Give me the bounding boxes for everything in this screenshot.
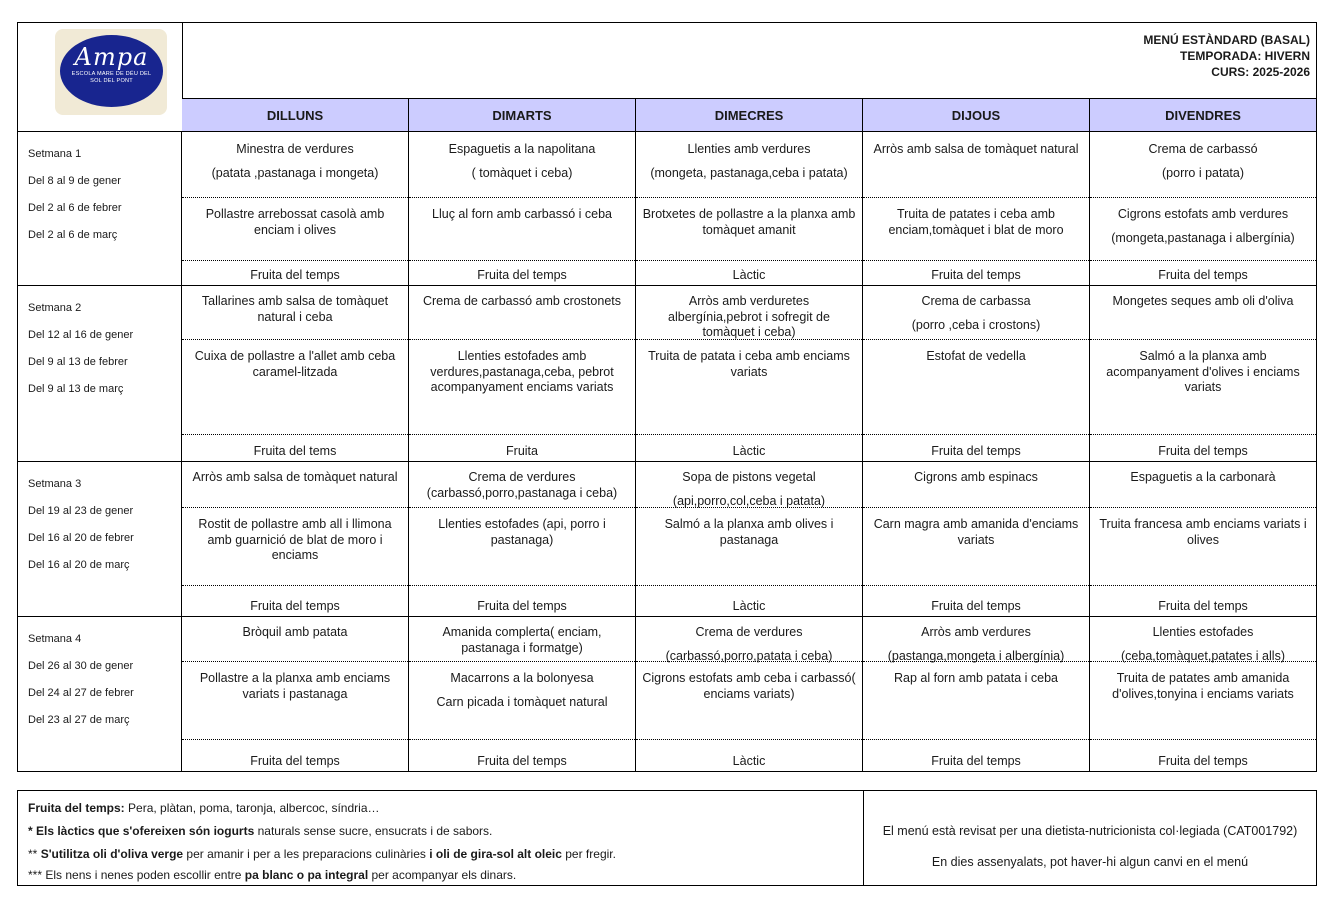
menu-cell-thursday (863, 462, 1090, 616)
row-divider (1090, 434, 1316, 435)
menu-cell-wednesday (636, 617, 863, 771)
row-divider (1090, 260, 1316, 261)
menu-cell-friday (1090, 132, 1316, 285)
second-course (409, 671, 635, 710)
second-course-name: Pollastre a la planxa amb enciams variats i pastanaga (199, 671, 391, 701)
menu-cell-wednesday (636, 132, 863, 285)
note-oil-bold-2: i oli de gira-sol alt oleic (429, 847, 562, 861)
first-course (863, 625, 1089, 664)
row-divider (863, 585, 1089, 586)
first-course (409, 142, 635, 181)
week-3 (18, 461, 1316, 616)
dessert: Fruita del temps (1158, 268, 1248, 282)
week-date-range: Del 8 al 9 de gener (28, 175, 121, 187)
second-course-name: Llenties estofades (api, porro i pastanaga) (438, 517, 606, 547)
first-course (1090, 625, 1316, 664)
note-oil-prefix: ** (28, 847, 41, 861)
menu-title (1143, 32, 1310, 80)
menu-cell-tuesday (409, 617, 636, 771)
second-course (182, 349, 408, 380)
menu-cell-friday (1090, 617, 1316, 771)
row-divider (182, 197, 408, 198)
week-date-range: Del 16 al 20 de març (28, 559, 130, 571)
dietitian-note: El menú està revisat per una dietista-nutricionista col·legiada (CAT001792) (882, 824, 1298, 838)
dessert: Fruita del temps (931, 754, 1021, 768)
first-course-detail: (porro i patata) (1162, 165, 1244, 180)
changes-note: En dies assenyalats, pot haver-hi algun canvi en el menú (931, 855, 1249, 869)
second-course (409, 349, 635, 396)
second-course-name: Cigrons estofats amb verdures (1117, 207, 1289, 221)
second-course (863, 207, 1089, 238)
menu-cell-monday (182, 132, 409, 285)
second-course-name: Truita francesa amb enciams variats i olives (1099, 517, 1307, 547)
row-divider (409, 434, 635, 435)
second-course-name: Macarrons a la bolonyesa (450, 671, 594, 685)
first-course-name: Llenties estofades (1152, 625, 1254, 639)
row-divider (863, 661, 1089, 662)
first-course-detail: (mongeta, pastanaga,ceba i patata) (650, 165, 848, 180)
menu-cell-wednesday (636, 462, 863, 616)
dessert: Fruita del temps (477, 754, 567, 768)
week-label (18, 617, 182, 771)
first-course-name: Bròquil amb patata (242, 625, 348, 639)
first-course (863, 470, 1089, 486)
second-course (636, 207, 862, 238)
day-header-friday: DIVENDRES (1090, 99, 1316, 131)
row-divider (636, 339, 862, 340)
dessert: Fruita del temps (250, 754, 340, 768)
note-fruit-label: Fruita del temps: (28, 801, 125, 815)
week-date-range: Del 9 al 13 de febrer (28, 356, 128, 368)
first-course (636, 470, 862, 509)
first-course-name: Crema de carbassó (1148, 142, 1258, 156)
dessert: Fruita del temps (250, 268, 340, 282)
first-course-name: Sopa de pistons vegetal (682, 470, 816, 484)
week-label (18, 132, 182, 285)
week-name: Setmana 1 (28, 148, 82, 160)
week-date-range: Del 2 al 6 de març (28, 229, 118, 241)
first-course (1090, 470, 1316, 486)
second-course-detail: (mongeta,pastanaga i albergínia) (1111, 230, 1295, 245)
menu-cell-friday (1090, 286, 1316, 461)
first-course (182, 470, 408, 486)
second-course-name: Brotxetes de pollastre a la planxa amb tomàquet amanit (642, 207, 856, 237)
week-date-range: Del 24 al 27 de febrer (28, 687, 134, 699)
row-divider (863, 507, 1089, 508)
first-course-name: Minestra de verdures (236, 142, 354, 156)
dessert: Làctic (732, 444, 766, 458)
second-course-name: Rostit de pollastre amb all i llimona amb guarnició de blat de moro i enciams (198, 517, 392, 562)
dessert: Fruita del temps (1158, 754, 1248, 768)
day-header-monday: DILLUNS (182, 99, 409, 131)
second-course (1090, 207, 1316, 246)
note-oil-end: per fregir. (561, 847, 616, 861)
second-course-name: Salmó a la planxa amb acompanyament d'olives i enciams variats (1106, 349, 1300, 394)
second-course (409, 207, 635, 223)
logo-word: Ampa (74, 43, 149, 71)
note-dairy-text: naturals sense sucre, ensucrats i de sabors. (254, 824, 493, 838)
row-divider (409, 507, 635, 508)
dessert: Fruita del temps (250, 599, 340, 613)
menu-table (17, 22, 1317, 772)
logo (55, 29, 167, 115)
menu-cell-wednesday (636, 286, 863, 461)
week-name: Setmana 4 (28, 633, 82, 645)
dessert: Fruita del temps (1158, 444, 1248, 458)
row-divider (409, 260, 635, 261)
first-course-name: Crema de verdures (695, 625, 803, 639)
dessert: Làctic (732, 754, 766, 768)
week-date-range: Del 26 al 30 de gener (28, 660, 134, 672)
footer-notes (17, 790, 1317, 886)
row-divider (863, 260, 1089, 261)
note-dairy (28, 824, 492, 838)
note-fruit (28, 801, 380, 815)
first-course-detail: (api,porro,col,ceba i patata) (672, 493, 826, 508)
row-divider (1090, 585, 1316, 586)
row-divider (182, 339, 408, 340)
row-divider (636, 197, 862, 198)
second-course-name: Estofat de vedella (926, 349, 1026, 363)
note-bread-bold: pa blanc o pa integral (244, 868, 369, 882)
row-divider (182, 434, 408, 435)
first-course-name: Crema de carbassó amb crostonets (422, 294, 621, 308)
menu-cell-monday (182, 286, 409, 461)
second-course-name: Truita de patata i ceba amb enciams variats (648, 349, 850, 379)
footer-right (864, 791, 1316, 885)
row-divider (409, 739, 635, 740)
second-course (182, 207, 408, 238)
dessert: Fruita del temps (1158, 599, 1248, 613)
first-course-name: Arròs amb verdures (921, 625, 1031, 639)
first-course (182, 294, 408, 325)
logo-school-line-1: ESCOLA MARE DE DÉU DEL (71, 71, 152, 77)
title-menu-type: MENÚ ESTÀNDARD (BASAL) (1143, 33, 1310, 47)
row-divider (182, 739, 408, 740)
first-course (636, 294, 862, 341)
first-course (409, 294, 635, 310)
first-course (636, 625, 862, 664)
note-oil-bold-1: S'utilitza oli d'oliva verge (40, 847, 184, 861)
menu-cell-friday (1090, 462, 1316, 616)
first-course-name: Cigrons amb espinacs (914, 470, 1038, 484)
footer-left (18, 791, 864, 885)
first-course (863, 142, 1089, 158)
first-course-detail: (carbassó,porro,patata i ceba) (665, 648, 833, 663)
second-course (863, 671, 1089, 687)
row-divider (409, 585, 635, 586)
first-course (1090, 294, 1316, 310)
first-course-name: Crema de carbassa (921, 294, 1031, 308)
menu-cell-thursday (863, 286, 1090, 461)
first-course-detail: (ceba,tomàquet,patates i alls) (1121, 648, 1285, 663)
row-divider (863, 197, 1089, 198)
second-course-name: Rap al forn amb patata i ceba (894, 671, 1058, 685)
first-course-name: Espaguetis a la napolitana (448, 142, 596, 156)
week-date-range: Del 23 al 27 de març (28, 714, 130, 726)
logo-oval (60, 35, 163, 107)
row-divider (636, 661, 862, 662)
dessert: Làctic (732, 268, 766, 282)
first-course (409, 625, 635, 656)
second-course-name: Cigrons estofats amb ceba i carbassó( enciams variats) (642, 671, 856, 701)
second-course (863, 517, 1089, 548)
week-4 (18, 616, 1316, 771)
dessert: Fruita (506, 444, 538, 458)
row-divider (1090, 661, 1316, 662)
first-course-name: Amanida complerta( enciam, pastanaga i formatge) (442, 625, 602, 655)
title-season: TEMPORADA: HIVERN (1179, 49, 1310, 63)
week-name: Setmana 3 (28, 478, 82, 490)
second-course-name: Lluç al forn amb carbassó i ceba (432, 207, 612, 221)
second-course (636, 517, 862, 548)
week-date-range: Del 2 al 6 de febrer (28, 202, 122, 214)
menu-cell-thursday (863, 132, 1090, 285)
row-divider (1090, 507, 1316, 508)
week-date-range: Del 9 al 13 de març (28, 383, 124, 395)
second-course (636, 671, 862, 702)
first-course (182, 625, 408, 641)
row-divider (863, 434, 1089, 435)
day-header-wednesday: DIMECRES (636, 99, 863, 131)
second-course (409, 517, 635, 548)
note-fruit-text: Pera, plàtan, poma, taronja, albercoc, síndria… (124, 801, 380, 815)
first-course-name: Arròs amb salsa de tomàquet natural (192, 470, 398, 484)
second-course (1090, 517, 1316, 548)
logo-cell (18, 23, 183, 131)
row-divider (1090, 739, 1316, 740)
dessert: Fruita del temps (477, 268, 567, 282)
row-divider (182, 260, 408, 261)
second-course-name: Truita de patates i ceba amb enciam,tomàquet i blat de moro (888, 207, 1064, 237)
week-date-range: Del 12 al 16 de gener (28, 329, 134, 341)
first-course (1090, 142, 1316, 181)
row-divider (636, 739, 862, 740)
dessert: Fruita del temps (931, 444, 1021, 458)
second-course-name: Carn magra amb amanida d'enciams variats (873, 517, 1079, 547)
first-course-detail: (patata ,pastanaga i mongeta) (211, 165, 379, 180)
second-course-detail: Carn picada i tomàquet natural (436, 694, 608, 709)
note-bread (28, 868, 516, 882)
row-divider (863, 739, 1089, 740)
first-course (863, 294, 1089, 333)
title-course: CURS: 2025-2026 (1211, 65, 1310, 79)
row-divider (182, 585, 408, 586)
note-bread-prefix: *** Els nens i nenes poden escollir entre (28, 868, 245, 882)
day-header-thursday: DIJOUS (863, 99, 1090, 131)
row-divider (409, 339, 635, 340)
first-course-detail: ( tomàquet i ceba) (471, 165, 573, 180)
first-course (636, 142, 862, 181)
week-label (18, 286, 182, 461)
first-course-detail: (porro ,ceba i crostons) (911, 317, 1041, 332)
first-course-name: Mongetes seques amb oli d'oliva (1112, 294, 1294, 308)
first-course-detail: (pastanga,mongeta i albergínia) (887, 648, 1065, 663)
first-course-name: Tallarines amb salsa de tomàquet natural i ceba (201, 294, 389, 324)
first-course (182, 142, 408, 181)
menu-cell-monday (182, 617, 409, 771)
second-course (636, 349, 862, 380)
menu-cell-tuesday (409, 286, 636, 461)
dessert: Fruita del temps (477, 599, 567, 613)
menu-cell-monday (182, 462, 409, 616)
note-bread-end: per acompanyar els dinars. (368, 868, 517, 882)
row-divider (636, 434, 862, 435)
second-course-name: Llenties estofades amb verdures,pastanaga,ceba, pebrot acompanyament enciams variats (430, 349, 614, 394)
second-course (1090, 671, 1316, 702)
dessert: Fruita del temps (931, 599, 1021, 613)
first-course-name: Crema de verdures (carbassó,porro,pastanaga i ceba) (426, 470, 618, 500)
row-divider (409, 197, 635, 198)
menu-cell-thursday (863, 617, 1090, 771)
row-divider (1090, 339, 1316, 340)
week-name: Setmana 2 (28, 302, 82, 314)
row-divider (1090, 197, 1316, 198)
second-course-name: Cuixa de pollastre a l'allet amb ceba caramel-litzada (194, 349, 396, 379)
dessert: Fruita del tems (253, 444, 337, 458)
day-header-tuesday: DIMARTS (409, 99, 636, 131)
dessert: Fruita del temps (931, 268, 1021, 282)
row-divider (636, 585, 862, 586)
first-course-name: Llenties amb verdures (687, 142, 811, 156)
week-date-range: Del 16 al 20 de febrer (28, 532, 134, 544)
week-1 (18, 131, 1316, 285)
second-course-name: Truita de patates amb amanida d'olives,tonyina i enciams variats (1112, 671, 1294, 701)
first-course-name: Arròs amb verduretes albergínia,pebrot i sofregit de tomàquet i ceba) (668, 294, 830, 339)
row-divider (409, 661, 635, 662)
row-divider (863, 339, 1089, 340)
row-divider (636, 507, 862, 508)
second-course-name: Pollastre arrebossat casolà amb enciam i olives (205, 207, 385, 237)
row-divider (182, 661, 408, 662)
week-2 (18, 285, 1316, 461)
second-course (1090, 349, 1316, 396)
second-course (863, 349, 1089, 365)
logo-school-line-2: SOL DEL PONT (90, 78, 133, 84)
menu-cell-tuesday (409, 462, 636, 616)
day-header-row (182, 98, 1316, 131)
dessert: Làctic (732, 599, 766, 613)
second-course (182, 671, 408, 702)
note-oil (28, 847, 616, 861)
note-dairy-label: * Els làctics que s'ofereixen són iogurts (28, 824, 255, 838)
note-oil-mid: per amanir i per a les preparacions culinàries (183, 847, 430, 861)
menu-cell-tuesday (409, 132, 636, 285)
second-course-name: Salmó a la planxa amb olives i pastanaga (664, 517, 834, 547)
first-course-name: Arròs amb salsa de tomàquet natural (873, 142, 1079, 156)
row-divider (636, 260, 862, 261)
week-label (18, 462, 182, 616)
week-date-range: Del 19 al 23 de gener (28, 505, 134, 517)
first-course-name: Espaguetis a la carbonarà (1130, 470, 1276, 484)
second-course (182, 517, 408, 564)
row-divider (182, 507, 408, 508)
first-course (409, 470, 635, 501)
